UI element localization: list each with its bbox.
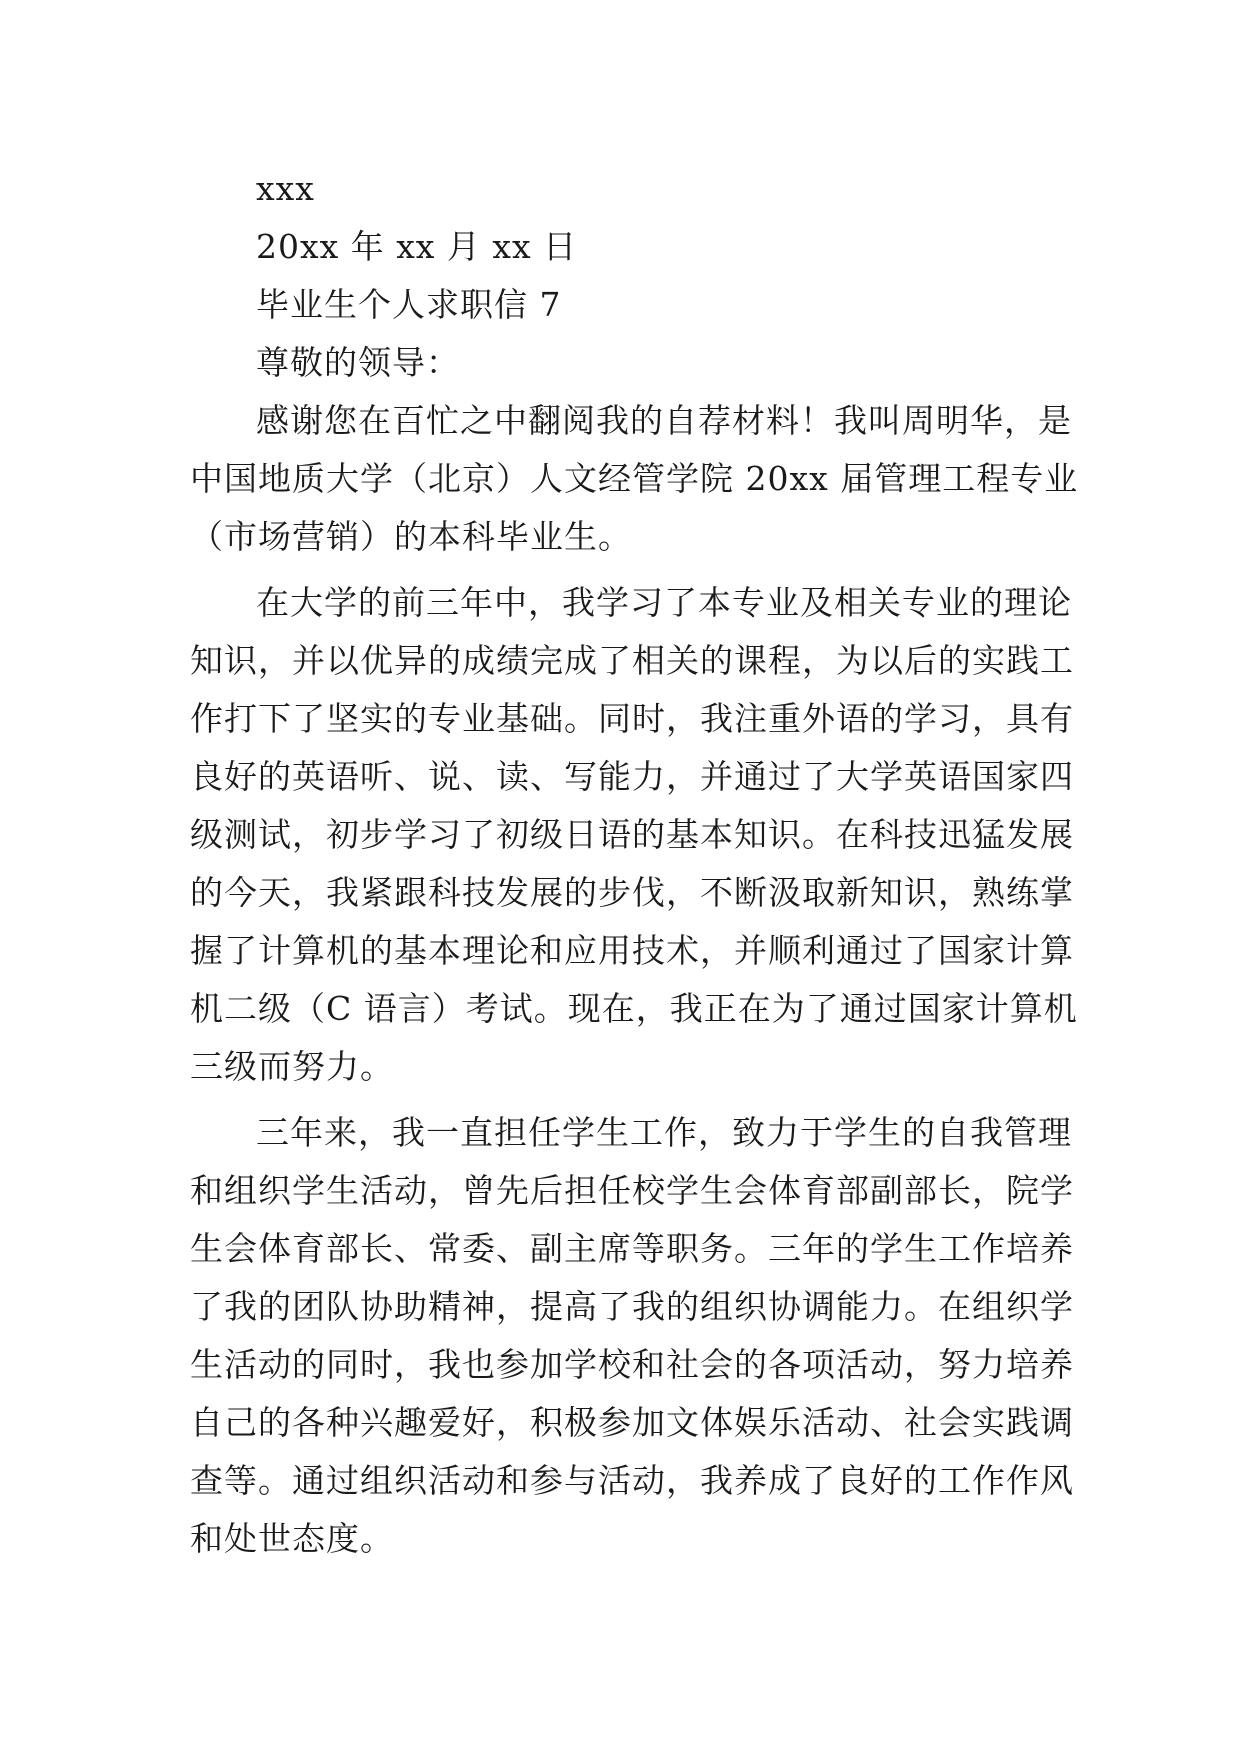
letter-body — [190, 160, 1079, 1568]
paragraph-line: 的今天，我紧跟科技发展的步伐，不断汲取新知识，熟练掌 — [190, 873, 1074, 912]
paragraph-1 — [190, 392, 1079, 566]
paragraph-line: 生会体育部长、常委、副主席等职务。三年的学生工作培养 — [190, 1229, 1074, 1268]
paragraph-line: 和处世态度。 — [190, 1519, 394, 1558]
paragraph-line: （市场营销）的本科毕业生。 — [190, 517, 632, 556]
paragraph-line: 生活动的同时，我也参加学校和社会的各项活动，努力培养 — [190, 1345, 1074, 1384]
paragraph-line: 良好的英语听、说、读、写能力，并通过了大学英语国家四 — [190, 757, 1074, 796]
letter-title: 毕业生个人求职信 7 — [256, 285, 562, 324]
paragraph-line: 作打下了坚实的专业基础。同时，我注重外语的学习，具有 — [190, 699, 1074, 738]
paragraph-line: 机二级（C 语言）考试。现在，我正在为了通过国家计算机 — [190, 989, 1078, 1028]
paragraph-line: 自己的各种兴趣爱好，积极参加文体娱乐活动、社会实践调 — [190, 1403, 1074, 1442]
paragraph-line: 查等。通过组织活动和参与活动，我养成了良好的工作作风 — [190, 1461, 1074, 1500]
paragraph-line: 了我的团队协助精神，提高了我的组织协调能力。在组织学 — [190, 1287, 1074, 1326]
paragraph-line: 知识，并以优异的成绩完成了相关的课程，为以后的实践工 — [190, 641, 1074, 680]
salutation: 尊敬的领导： — [256, 343, 460, 382]
signature-name: xxx — [256, 169, 315, 208]
paragraph-line: 和组织学生活动，曾先后担任校学生会体育部副部长，院学 — [190, 1171, 1074, 1210]
letter-date: 20xx 年 xx 月 xx 日 — [256, 227, 578, 266]
paragraph-2 — [190, 574, 1078, 1096]
paragraph-3 — [190, 1104, 1074, 1568]
paragraph-line: 三级而努力。 — [190, 1047, 394, 1086]
paragraph-line: 感谢您在百忙之中翻阅我的自荐材料！我叫周明华，是 — [256, 401, 1072, 440]
paragraph-line: 在大学的前三年中，我学习了本专业及相关专业的理论 — [256, 583, 1072, 622]
paragraph-line: 三年来，我一直担任学生工作，致力于学生的自我管理 — [256, 1113, 1072, 1152]
paragraph-line: 握了计算机的基本理论和应用技术，并顺利通过了国家计算 — [190, 931, 1074, 970]
paragraph-line: 级测试，初步学习了初级日语的基本知识。在科技迅猛发展 — [190, 815, 1074, 854]
paragraph-line: 中国地质大学（北京）人文经管学院 20xx 届管理工程专业 — [190, 459, 1079, 498]
